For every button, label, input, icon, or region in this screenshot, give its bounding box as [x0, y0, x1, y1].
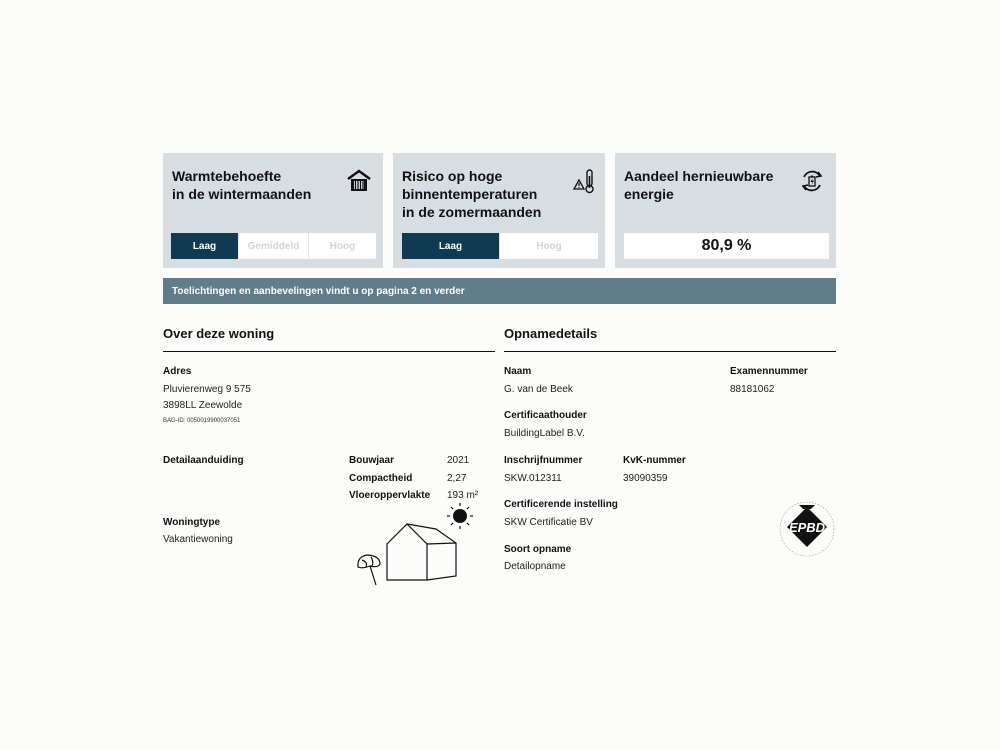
zomer-risico-scale [402, 233, 598, 259]
detailaanduiding-label: Detailaanduiding [163, 455, 244, 466]
zomer-risico-card [393, 153, 605, 268]
scale-gemiddeld: Gemiddeld [238, 233, 308, 259]
woningtype-value: Vakantiewoning [163, 534, 233, 545]
section-title-woning: Over deze woning [163, 326, 275, 341]
card-title: Aandeel hernieuwbare energie [624, 168, 774, 202]
vloeroppervlakte-value: 193 m² [447, 490, 479, 501]
section-title-opname: Opnamedetails [504, 326, 598, 341]
warmtebehoefte-card [163, 153, 383, 268]
soort-opname-label: Soort opname [504, 544, 572, 555]
hernieuwbare-energie-value: 80,9 % [624, 233, 829, 259]
vloeroppervlakte-label: Vloeroppervlakte [349, 490, 431, 501]
epbd-logo-text: EPBD [788, 520, 826, 535]
scale-hoog: Hoog [499, 233, 598, 259]
scale-laag: Laag [171, 233, 238, 259]
inschrijfnummer-value: SKW.012311 [504, 473, 562, 484]
soort-opname-value: Detailopname [504, 561, 566, 572]
certificaathouder-value: BuildingLabel B.V. [504, 428, 585, 439]
compactheid-value: 2,27 [447, 473, 467, 484]
bouwjaar-label: Bouwjaar [349, 455, 395, 466]
kvk-label: KvK-nummer [623, 455, 686, 466]
certificaathouder-label: Certificaathouder [504, 410, 587, 421]
adres-line1: Pluvierenweg 9 575 [163, 384, 251, 395]
scale-laag: Laag [402, 233, 499, 259]
warmtebehoefte-scale [171, 233, 376, 259]
card-title: Warmtebehoefte in de wintermaanden [172, 168, 312, 202]
card-title: Risico op hoge binnentemperaturen in de zomermaanden [402, 168, 542, 220]
naam-label: Naam [504, 366, 532, 377]
info-banner: Toelichtingen en aanbevelingen vindt u op pagina 2 en verder [163, 278, 836, 304]
compactheid-label: Compactheid [349, 473, 413, 484]
hernieuwbare-energie-card [615, 153, 836, 268]
inschrijfnummer-label: Inschrijfnummer [504, 455, 583, 466]
section-divider [163, 351, 495, 352]
house-heating-icon [345, 167, 373, 195]
section-divider [504, 351, 836, 352]
certificerende-instelling-label: Certificerende instelling [504, 499, 618, 510]
bag-id: BAG-ID: 0050019900037051 [163, 418, 241, 424]
adres-label: Adres [163, 366, 192, 377]
examennummer-label: Examennummer [730, 366, 808, 377]
bouwjaar-value: 2021 [447, 455, 470, 466]
renewable-energy-icon [798, 167, 826, 195]
kvk-value: 39090359 [623, 473, 668, 484]
adres-line2: 3898LL Zeewolde [163, 400, 243, 411]
examennummer-value: 88181062 [730, 384, 775, 395]
naam-value: G. van de Beek [504, 384, 573, 395]
epbd-logo [775, 497, 839, 561]
certificerende-instelling-value: SKW Certificatie BV [504, 517, 593, 528]
house-illustration-icon [352, 502, 482, 592]
scale-hoog: Hoog [308, 233, 376, 259]
woningtype-label: Woningtype [163, 517, 221, 528]
thermometer-warning-icon [571, 167, 599, 195]
